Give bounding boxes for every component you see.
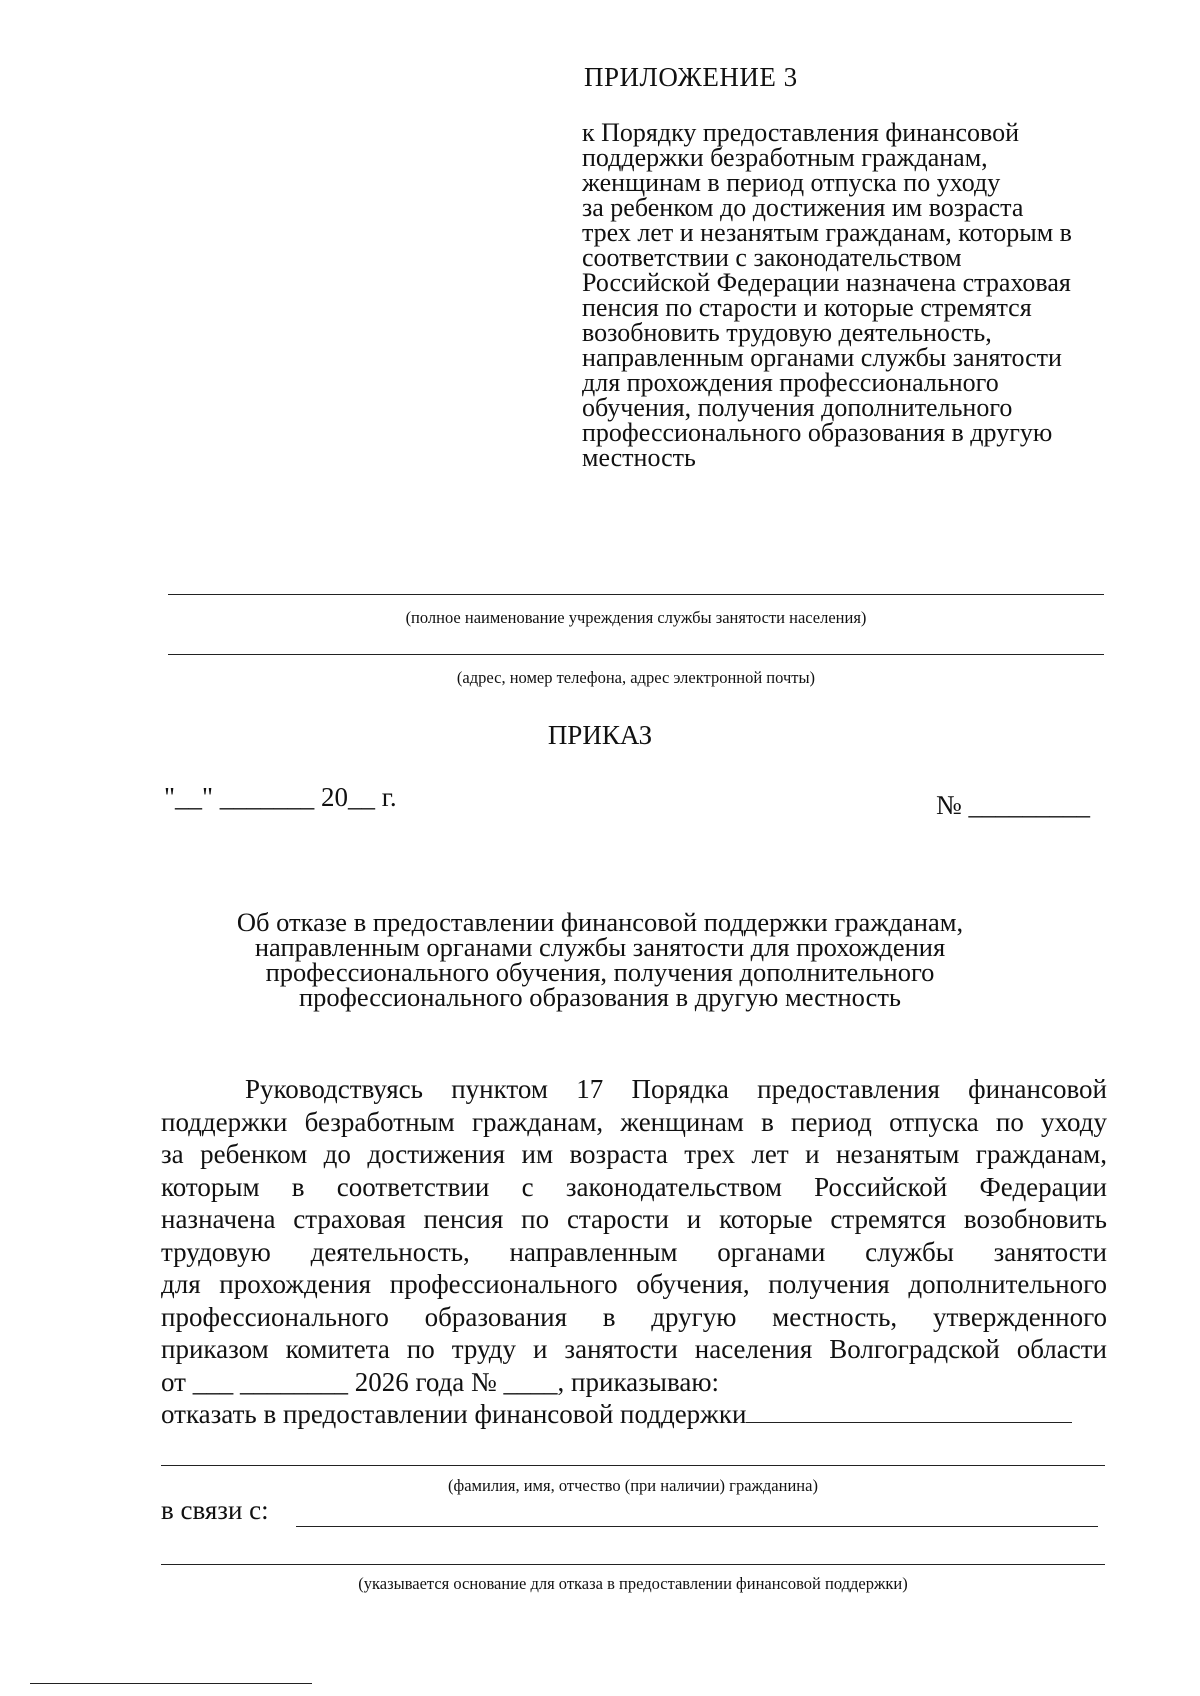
appendix-line: соответствии с законодательством: [582, 243, 962, 272]
subject-line: направленным органами службы занятости для прохождения: [254, 932, 946, 962]
body-line: приказом комитета по труду и занятости населения Волгоградской области: [161, 1334, 1107, 1364]
body-line: Руководствуясь пунктом 17 Порядка предоставления финансовой: [245, 1074, 1107, 1104]
order-reference-line[interactable]: от ___ ________ 2026 года № ____, приказываю:: [161, 1366, 719, 1397]
appendix-reference: [582, 120, 1142, 470]
appendix-line: местность: [582, 443, 696, 472]
contacts-caption: (адрес, номер телефона, адрес электронной почты): [456, 668, 816, 687]
body-line: для прохождения профессионального обучения, получения дополнительного: [161, 1269, 1107, 1299]
appendix-line: женщинам в период отпуска по уходу: [582, 168, 1001, 197]
order-date-field[interactable]: "__" _______ 20__ г.: [164, 782, 397, 812]
contacts-field[interactable]: [168, 654, 1104, 655]
citizen-name-field[interactable]: [746, 1402, 1072, 1423]
body-line: трудовую деятельность, направленным органами службы занятости: [161, 1236, 1107, 1267]
citizen-caption: (фамилия, имя, отчество (при наличии) гражданина): [448, 1476, 818, 1495]
order-number-field[interactable]: № _________: [936, 790, 1091, 820]
body-line: назначена страховая пенсия по старости и которые стремятся возобновить: [161, 1204, 1107, 1234]
reason-field[interactable]: [296, 1526, 1098, 1527]
refuse-line: [161, 1398, 1107, 1431]
appendix-line: обучения, получения дополнительного: [582, 393, 1013, 422]
subject-line: профессионального образования в другую местность: [298, 982, 901, 1012]
order-title: ПРИКАЗ: [547, 720, 653, 750]
appendix-line: профессионального образования в другую: [582, 418, 1053, 447]
appendix-line: за ребенком до достижения им возраста: [582, 193, 1024, 222]
institution-caption: (полное наименование учреждения службы занятости населения): [405, 608, 867, 627]
appendix-title: ПРИЛОЖЕНИЕ 3: [584, 62, 798, 92]
order-subject: [0, 907, 1200, 1012]
appendix-line: поддержки безработным гражданам,: [582, 143, 988, 172]
appendix-line: направленным органами службы занятости: [582, 343, 1062, 372]
reason-label: в связи с:: [161, 1495, 269, 1525]
order-body: [161, 1073, 1107, 1431]
reason-caption: (указывается основание для отказа в предоставлении финансовой поддержки): [358, 1574, 908, 1593]
footnote-separator: [30, 1683, 312, 1684]
subject-line: Об отказе в предоставлении финансовой поддержки гражданам,: [236, 907, 964, 937]
body-line: за ребенком до достижения им возраста трех лет и незанятым гражданам,: [161, 1139, 1107, 1169]
appendix-line: Российской Федерации назначена страховая: [582, 268, 1071, 297]
refuse-text: отказать в предоставлении финансовой поддержки: [161, 1399, 747, 1429]
subject-line: профессионального обучения, получения дополнительного: [265, 957, 935, 987]
institution-name-field[interactable]: [168, 594, 1104, 595]
appendix-line: к Порядку предоставления финансовой: [582, 118, 1020, 147]
appendix-line: возобновить трудовую деятельность,: [582, 318, 992, 347]
reason-field-continuation[interactable]: [161, 1564, 1105, 1565]
appendix-line: пенсия по старости и которые стремятся: [582, 293, 1032, 322]
body-line: профессионального образования в другую местность, утвержденного: [161, 1301, 1107, 1332]
appendix-line: для прохождения профессионального: [582, 368, 999, 397]
body-line: поддержки безработным гражданам, женщинам в период отпуска по уходу: [161, 1106, 1107, 1137]
citizen-name-field-continuation[interactable]: [161, 1465, 1105, 1466]
appendix-line: трех лет и незанятым гражданам, которым в: [582, 218, 1072, 247]
body-line: которым в соответствии с законодательством Российской Федерации: [161, 1171, 1107, 1202]
